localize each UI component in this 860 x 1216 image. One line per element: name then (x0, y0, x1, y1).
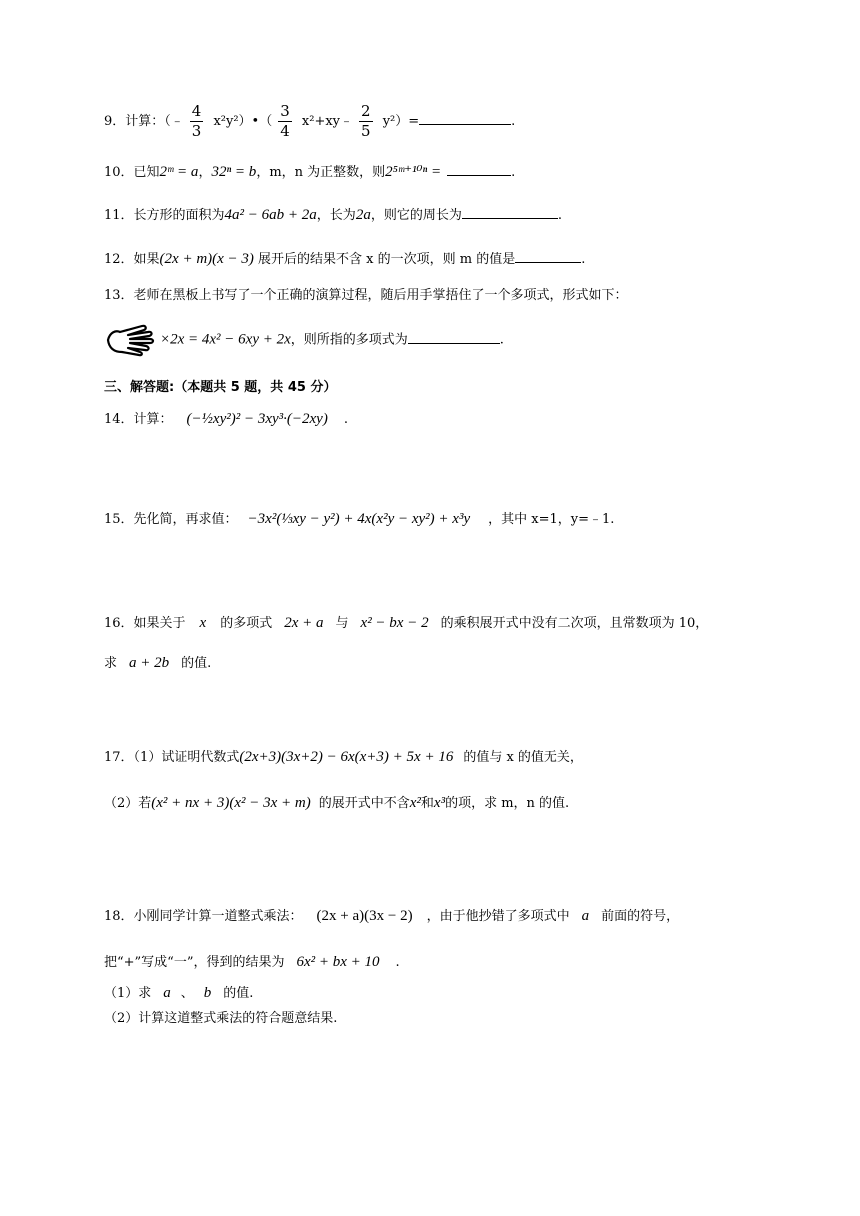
period: . (581, 252, 586, 267)
math-expr: x (199, 615, 207, 631)
q17-text: 和 (420, 796, 434, 811)
q15-text: ，其中 x=1，y=﹣1. (488, 512, 615, 527)
answer-blank[interactable] (447, 174, 511, 176)
q11-text: ，则它的周长为 (370, 208, 462, 223)
q17-prefix: （2）若 (104, 796, 152, 811)
q13-text: ，则所指的多项式为 (290, 332, 408, 348)
section-heading: 三、解答题:（本题共 5 题，共 45 分） (104, 380, 337, 395)
math-expr: a (581, 908, 590, 924)
question-17-part2 (104, 796, 800, 811)
q16-text: 与 (335, 616, 349, 631)
question-14 (104, 412, 800, 427)
math-expr: x³ (433, 795, 446, 811)
q16-text: 的乘积展开式中没有二次项，且常数项为 10， (440, 616, 709, 631)
question-18 (104, 909, 800, 924)
q17-text: 的值与 x 的值无关， (463, 750, 583, 765)
q9-text: y²）= (378, 114, 420, 129)
question-10 (104, 165, 800, 180)
q12-text: 展开后的结果不含 x 的一次项，则 m 的值是 (253, 252, 516, 267)
math-expr: (−½xy²)² − 3xy³·(−2xy) (186, 411, 328, 427)
period: . (395, 955, 400, 970)
question-16 (104, 616, 800, 631)
q16-text: 的值. (181, 656, 212, 671)
q18-text: 把“+”写成“一”，得到的结果为 (104, 955, 285, 970)
q18-prefix: 18．小刚同学计算一道整式乘法： (104, 909, 303, 924)
math-expr: (2x + m)(x − 3) (159, 251, 254, 267)
math-expr: 2⁵ᵐ⁺¹⁰ⁿ = (385, 164, 442, 180)
question-11 (104, 208, 800, 223)
question-17-part1 (104, 750, 800, 765)
answer-blank[interactable] (462, 217, 558, 219)
question-9 (104, 104, 800, 139)
period: . (343, 412, 348, 427)
question-18-part1 (104, 986, 800, 1001)
q13-text: 13．老师在黑板上书写了一个正确的演算过程，随后用手掌捂住了一个多项式，形式如下： (104, 288, 628, 303)
question-13-formula (104, 320, 800, 360)
comma: ， (198, 165, 212, 180)
q18-text: ，由于他抄错了多项式中 (426, 909, 570, 924)
math-expr: 2a (355, 207, 371, 223)
fraction: $\frac{4}{3}$ (191, 102, 202, 140)
math-expr: −3x²(⅓xy − y²) + 4x(x²y − xy²) + x³y (247, 511, 471, 527)
math-expr: 2x + a (284, 615, 324, 631)
period: . (511, 165, 516, 180)
q11-prefix: 11．长方形的面积为 (104, 208, 225, 223)
q17-text: 的项，求 m，n 的值. (445, 796, 570, 811)
question-13 (104, 289, 800, 302)
question-18-line2 (104, 955, 800, 970)
answer-blank[interactable] (408, 342, 500, 344)
answer-blank[interactable] (515, 261, 581, 263)
q18-text: （1）求 (104, 986, 152, 1001)
q16-text: 的多项式 (220, 616, 273, 631)
math-expr: a + 2b (129, 655, 170, 671)
q18-text: （2）计算这道整式乘法的符合题意结果. (104, 1011, 338, 1026)
fraction: $\frac{3}{4}$ (280, 102, 290, 140)
math-expr: 6x² + bx + 10 (296, 954, 380, 970)
question-18-part2 (104, 1012, 800, 1025)
question-16-line2 (104, 656, 800, 671)
q10-prefix: 10．已知 (104, 165, 160, 180)
math-expr: 2ᵐ = a (159, 164, 199, 180)
period: . (557, 208, 562, 223)
q15-prefix: 15．先化简，再求值： (104, 512, 238, 527)
hand-palm-icon (104, 320, 160, 360)
math-expr: (x² + nx + 3)(x² − 3x + m) (151, 795, 311, 811)
q9-text: x²y²）•（ (209, 114, 273, 129)
question-15 (104, 512, 800, 527)
period: . (511, 114, 516, 129)
math-expr: 4a² − 6ab + 2a (224, 207, 317, 223)
q17-text: 的展开式中不含 (318, 796, 410, 811)
math-expr: (2x+3)(3x+2) − 6x(x+3) + 5x + 16 (239, 749, 454, 765)
math-expr: a (163, 985, 171, 1001)
question-12 (104, 252, 800, 267)
math-expr: ×2x = 4x² − 6xy + 2x (160, 331, 291, 348)
q18-text: 前面的符号， (601, 909, 680, 924)
answer-blank[interactable] (419, 123, 511, 125)
q11-text: ，长为 (316, 208, 356, 223)
q14-prefix: 14．计算： (104, 412, 173, 427)
q17-prefix: 17．（1）试证明代数式 (104, 750, 240, 765)
q16-text: 求 (104, 656, 118, 671)
math-expr: x² − bx − 2 (360, 615, 429, 631)
math-expr: (2x + a)(3x − 2) (316, 908, 413, 924)
period: . (499, 332, 504, 348)
math-expr: 32ⁿ = b (211, 164, 257, 180)
math-expr: x² (409, 795, 421, 811)
separator: 、 (180, 986, 194, 1001)
q16-prefix: 16．如果关于 (104, 616, 186, 631)
math-expr: b (203, 985, 212, 1001)
q12-prefix: 12．如果 (104, 252, 160, 267)
q9-text: x²+xy﹣ (297, 114, 354, 129)
fraction: $\frac{2}{5}$ (361, 102, 371, 140)
q10-text: ，m，n 为正整数，则 (256, 165, 386, 180)
q9-prefix: 9．计算：（﹣ (104, 114, 184, 129)
q18-text: 的值. (223, 986, 254, 1001)
